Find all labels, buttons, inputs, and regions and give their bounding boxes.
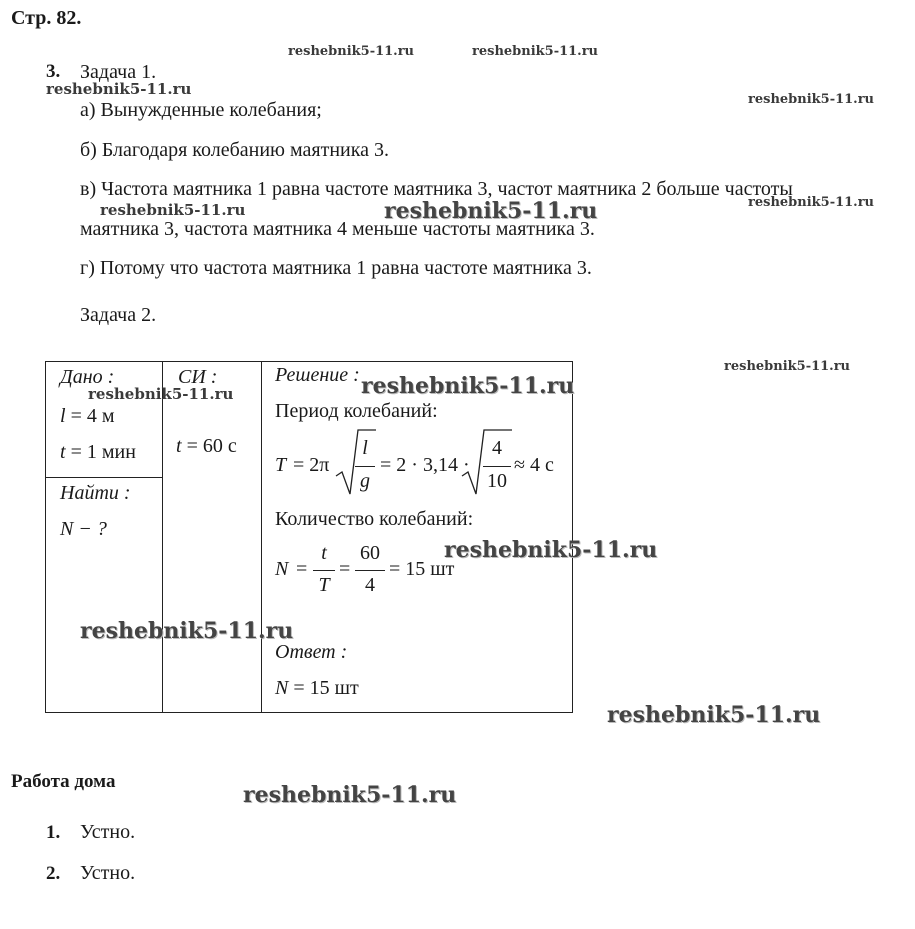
given-t <box>60 441 136 464</box>
answer-g: г) Потому что частота маятника 1 равна частоте маятника 3. <box>80 257 592 279</box>
given-t-val: = 1 мин <box>70 441 136 463</box>
watermark: reshebnik5-11.ru <box>472 44 599 59</box>
f1-num: l <box>362 437 368 459</box>
find-value: N − ? <box>60 518 107 540</box>
f2-eq1: = <box>296 558 308 580</box>
f2-num1: t <box>321 542 327 564</box>
given-header: Дано : <box>60 366 115 388</box>
find-header: Найти : <box>60 482 131 504</box>
f1-frac-bar <box>355 466 375 467</box>
answer-v-line1: в) Частота маятника 1 равна частоте маятника 3, частот маятника 2 больше частоты <box>80 178 793 200</box>
f2-den1: T <box>318 574 330 596</box>
si-header: СИ : <box>178 366 218 388</box>
table-divider-find <box>45 477 163 478</box>
f2-frac-bar-1 <box>313 570 335 571</box>
f1-num2: 4 <box>492 437 502 459</box>
answer-a: а) Вынужденные колебания; <box>80 99 322 121</box>
watermark: reshebnik5-11.ru <box>384 198 598 224</box>
watermark: reshebnik5-11.ru <box>361 373 575 399</box>
watermark: reshebnik5-11.ru <box>444 537 658 563</box>
watermark: reshebnik5-11.ru <box>288 44 415 59</box>
watermark: reshebnik5-11.ru <box>748 195 875 210</box>
period-label: Период колебаний: <box>275 400 438 422</box>
answer-header: Ответ : <box>275 641 348 663</box>
task-number: 3. <box>46 61 61 82</box>
table-divider-si <box>261 361 262 713</box>
task-title: Задача 1. <box>80 61 157 83</box>
table-border-left <box>45 361 46 713</box>
homework-title: Работа дома <box>11 771 116 792</box>
given-l-val: = 4 м <box>70 405 115 427</box>
count-label: Количество колебаний: <box>275 508 474 530</box>
answer-val: = 15 шт <box>293 677 359 699</box>
watermark: reshebnik5-11.ru <box>88 385 234 403</box>
given-l <box>60 405 115 428</box>
f2-den2: 4 <box>365 574 375 596</box>
watermark: reshebnik5-11.ru <box>46 80 192 98</box>
solution-header: Решение : <box>275 364 360 386</box>
watermark: reshebnik5-11.ru <box>607 702 821 728</box>
table-divider-given <box>162 361 163 713</box>
f1-result: ≈ 4 с <box>514 454 554 476</box>
watermark: reshebnik5-11.ru <box>724 359 851 374</box>
table-border-top <box>45 361 573 362</box>
f1-mid: = 2 · 3,14 · <box>380 454 470 476</box>
homework-item-2-number: 2. <box>46 863 61 884</box>
f1-den2: 10 <box>487 470 507 492</box>
homework-item-1-number: 1. <box>46 822 61 843</box>
table-border-bottom <box>45 712 573 713</box>
answer-v-line2: маятника 3, частота маятника 4 меньше частоты маятника 3. <box>80 218 595 240</box>
page-header: Стр. 82. <box>11 7 82 29</box>
si-t <box>176 435 237 458</box>
f1-den: g <box>360 470 370 492</box>
watermark: reshebnik5-11.ru <box>100 201 246 219</box>
watermark: reshebnik5-11.ru <box>748 92 875 107</box>
f2-num2: 60 <box>360 542 380 564</box>
f1-eq: = 2π <box>293 454 330 476</box>
homework-item-1-text: Устно. <box>80 821 136 843</box>
f2-result: = 15 шт <box>389 558 455 580</box>
given-t-var: t <box>60 441 66 463</box>
si-t-var: t <box>176 435 182 457</box>
f1-frac-bar-2 <box>483 466 511 467</box>
task2-title: Задача 2. <box>80 304 157 326</box>
answer-b: б) Благодаря колебанию маятника 3. <box>80 139 390 161</box>
given-l-var: l <box>60 405 66 427</box>
homework-item-2-text: Устно. <box>80 862 136 884</box>
f2-eq2: = <box>339 558 351 580</box>
si-t-val: = 60 с <box>186 435 237 457</box>
watermark: reshebnik5-11.ru <box>243 782 457 808</box>
f1-T: T <box>275 454 287 476</box>
answer-var: N <box>275 677 289 699</box>
answer-value <box>275 677 359 700</box>
f2-frac-bar-2 <box>355 570 385 571</box>
f2-N: N <box>275 558 289 580</box>
watermark: reshebnik5-11.ru <box>80 618 294 644</box>
